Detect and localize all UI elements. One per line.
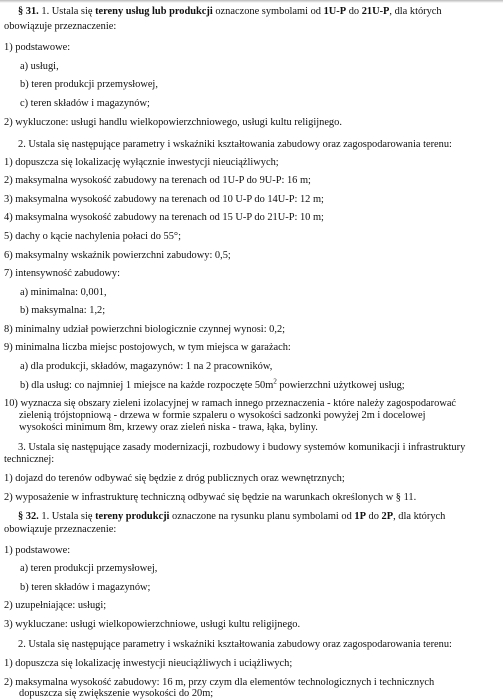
s31-par-3-l1: 3. Ustala się następujące zasady modernizacji, rozbudowy i budowy systemów komunikacji i infrastruktury (18, 442, 466, 453)
s32-item-1: 1) podstawowe: (4, 545, 71, 556)
s31-par2-item-9a: a) dla produkcji, składów, magazynów: 1 na 2 pracowników, (20, 361, 273, 372)
s32-par-2: 2. Ustala się następujące parametry i wskaźniki kształtowania zabudowy oraz zagospodarowania terenu: (18, 639, 452, 650)
s31-par2-item-10-l3: wysokości minimum 8m, krzewy oraz zieleń niska - trawa, łąka, byliny. (19, 422, 318, 433)
s31-par2-item-9b-text-2: powierzchni użytkowej usług; (276, 380, 405, 391)
s32-term: tereny produkcji (95, 511, 170, 522)
s31-term: tereny usług lub produkcji (95, 6, 213, 17)
s32-par2-item-1: 1) dopuszcza się lokalizację inwestycji nieuciążliwych i uciążliwych; (4, 658, 293, 669)
s31-heading-text-3: do (346, 6, 362, 17)
s31-par2-item-9: 9) minimalna liczba miejsc postojowych, w tym miejsca w garażach: (4, 342, 291, 353)
s32-item-2: 2) uzupełniające: usługi; (4, 600, 107, 611)
s32-par2-item-2-l1: 2) maksymalna wysokość zabudowy: 16 m, przy czym dla elementów technologicznych i technicznych (4, 677, 435, 688)
s31-par2-item-4: 4) maksymalna wysokość zabudowy na terenach od 15 U-P do 21U-P: 10 m; (4, 212, 324, 223)
s32-heading-text-3: do (365, 511, 382, 522)
s32-heading-cont: obowiązuje przeznaczenie: (4, 524, 117, 535)
s31-par2-item-3: 3) maksymalna wysokość zabudowy na terenach od 10 U-P do 14U-P: 12 m; (4, 194, 324, 205)
s31-heading-text-2: oznaczone symbolami od (212, 6, 324, 17)
s31-symbol-from: 1U-P (323, 6, 347, 17)
s31-heading-cont: obowiązuje przeznaczenie: (4, 21, 117, 32)
s31-par3-item-2: 2) wyposażenie w infrastrukturę techniczną odbywać się będzie na warunkach określonych w § 11. (4, 492, 417, 503)
s31-par-2: 2. Ustala się następujące parametry i wskaźniki kształtowania zabudowy oraz zagospodarowania terenu: (18, 139, 452, 150)
superscript: 2 (273, 377, 277, 386)
s31-heading-text: 1. Ustala się (38, 6, 96, 17)
s32-heading-text-2: oznaczone na rysunku planu symbolami od (169, 511, 355, 522)
s31-item-2: 2) wykluczone: usługi handlu wielkopowierzchniowego, usługi kultu religijnego. (4, 117, 342, 128)
s32-par2-item-2-l2: dopuszcza się zwiększenie wysokości do 20m; (19, 688, 214, 699)
s31-par2-item-6: 6) maksymalny wskaźnik powierzchni zabudowy: 0,5; (4, 250, 231, 261)
s31-item-1b: b) teren produkcji przemysłowej, (20, 79, 158, 90)
s31-par3-item-1: 1) dojazd do terenów odbywać się będzie z dróg publicznych oraz wewnętrznych; (4, 473, 345, 484)
s31-par2-item-9b (20, 377, 497, 392)
s31-par2-item-10-l1: 10) wyznacza się obszary zieleni izolacyjnej w ramach innego przeznaczenia - które należy zagospodarować (4, 398, 457, 409)
s31-par2-item-9b-text: b) dla usług: co najmniej 1 miejsce na każde rozpoczęte 50m (20, 380, 274, 391)
s31-par2-item-10-l2: zielenią trójstopniową - drzewa w formie szpaleru o wysokości sadzonki powyżej 2m i docelowej (19, 410, 426, 421)
s32-heading-text: 1. Ustala się (38, 511, 96, 522)
s32-item-3: 3) wykluczane: usługi wielkopowierzchniowe, usługi kultu religijnego. (4, 619, 301, 630)
s31-heading-text-4: , dla których (389, 6, 442, 17)
s31-par2-item-5: 5) dachy o kącie nachylenia połaci do 55°; (4, 231, 181, 242)
page-top-edge (0, 0, 503, 3)
s31-par2-item-7b: b) maksymalna: 1,2; (20, 305, 106, 316)
s31-par2-item-1: 1) dopuszcza się lokalizację wyłącznie inwestycji nieuciążliwych; (4, 157, 279, 168)
s32-symbol-to: 2P (381, 511, 394, 522)
s31-item-1a: a) usługi, (20, 61, 59, 72)
s31-item-1: 1) podstawowe: (4, 42, 71, 53)
s32-heading-text-4: , dla których (393, 511, 446, 522)
s31-par2-item-7a: a) minimalna: 0,001, (20, 287, 107, 298)
s31-symbol-to: 21U-P (361, 6, 390, 17)
s31-heading (18, 6, 497, 18)
s31-item-1c: c) teren składów i magazynów; (20, 98, 150, 109)
s31-section-number: § 31. (18, 6, 39, 17)
s32-symbol-from: 1P (354, 511, 366, 522)
s32-section-number: § 32. (18, 511, 39, 522)
s32-item-1b: b) teren składów i magazynów; (20, 582, 151, 593)
s32-heading (18, 511, 497, 523)
s31-par-3-l2: technicznej: (4, 454, 55, 465)
s31-par2-item-8: 8) minimalny udział powierzchni biologicznie czynnej wynosi: 0,2; (4, 324, 286, 335)
s32-item-1a: a) teren produkcji przemysłowej, (20, 563, 158, 574)
s31-par2-item-2: 2) maksymalna wysokość zabudowy na terenach od 1U-P do 9U-P: 16 m; (4, 175, 311, 186)
s31-par2-item-7: 7) intensywność zabudowy: (4, 268, 121, 279)
